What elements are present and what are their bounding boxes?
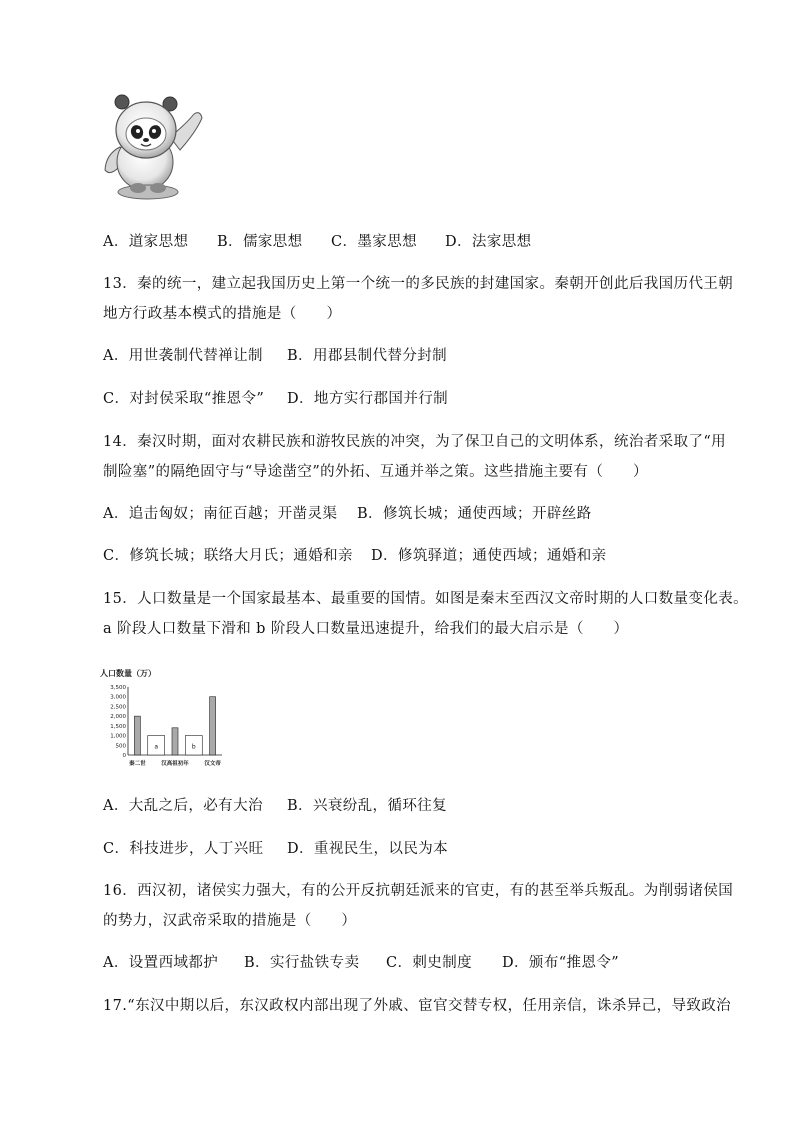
q13-options-row1: [103, 346, 447, 366]
q13-option-b[interactable]: B．用郡县制代替分封制: [287, 348, 448, 364]
q15-stem-line2: a 阶段人口数量下滑和 b 阶段人口数量迅速提升，给我们的最大启示是（ ）: [103, 621, 629, 637]
q16-stem-line2: 的势力，汉武帝采取的措施是（ ）: [103, 913, 357, 929]
chart-bar: [172, 728, 178, 755]
chart-y-tick-label: 1,000: [110, 733, 126, 740]
q13-stem-line1: 13．秦的统一，建立起我国历史上第一个统一的多民族的封建国家。秦朝开创此后我国历代王朝: [103, 276, 734, 292]
q13-options-row2: [103, 389, 448, 409]
chart-y-tick-label: 1,500: [110, 723, 126, 730]
chart-x-category-label: 秦二世: [129, 761, 146, 767]
q16-stem-line1: 16．西汉初，诸侯实力强大，有的公开反抗朝廷派来的官吏，有的甚至举兵叛乱。为削弱诸侯国: [103, 883, 734, 899]
chart-x-category-label: 汉高祖初年: [161, 761, 189, 767]
q12-option-d[interactable]: D．法家思想: [445, 234, 532, 250]
chart-y-tick-label: 0: [122, 753, 126, 759]
q14-option-d[interactable]: D．修筑驿道；通使西域；通婚和亲: [371, 548, 607, 564]
chart-y-tick-label: 2,500: [110, 704, 126, 711]
population-bar-chart: [98, 665, 228, 773]
chart-y-tick-label: 3,000: [110, 694, 126, 701]
q14-options-row2: [103, 546, 607, 566]
chart-x-categories: [128, 759, 221, 767]
q12-options: [103, 232, 532, 252]
q15-option-c[interactable]: C．科技进步，人丁兴旺: [103, 841, 264, 857]
q14-stem-line2: 制险塞”的隔绝固守与“导途凿空”的外拓、互通并举之策。这些措施主要有（ ）: [103, 464, 648, 480]
q12-option-b[interactable]: B．儒家思想: [217, 234, 303, 250]
chart-bar: [134, 716, 140, 755]
chart-y-ticks: [110, 685, 126, 759]
q13-stem-line2: 地方行政基本模式的措施是（ ）: [103, 306, 342, 322]
panda-mascot-image: [100, 92, 210, 202]
chart-ylabel: 人口数量（万）: [100, 669, 156, 678]
chart-bars: [134, 697, 215, 755]
q16-option-a[interactable]: A．设置西域都护: [103, 955, 219, 971]
chart-y-tick-label: 3,500: [110, 685, 126, 691]
q14-option-b[interactable]: B．修筑长城；通使西域；开辟丝路: [357, 506, 592, 522]
q17-stem-line1: 17.“东汉中期以后，东汉政权内部出现了外戚、宦官交替专权，任用亲信，诛杀异己，导致政治: [103, 998, 732, 1014]
chart-y-tick-label: 2,000: [110, 714, 126, 721]
chart-x-category-label: 汉文帝: [204, 761, 221, 767]
q15-option-d[interactable]: D．重视民生，以民为本: [287, 841, 449, 857]
q14-stem-line1: 14．秦汉时期，面对农耕民族和游牧民族的冲突，为了保卫自己的文明体系，统治者采取了“用: [103, 434, 727, 450]
q15-option-b[interactable]: B．兴衰纷乱，循环往复: [287, 798, 448, 814]
q12-option-c[interactable]: C．墨家思想: [331, 234, 417, 250]
chart-stage-label: b: [191, 743, 196, 751]
q13-option-a[interactable]: A．用世袭制代替禅让制: [103, 348, 263, 364]
q15-options-row2: [103, 839, 448, 859]
q14-option-a[interactable]: A．追击匈奴；南征百越；开凿灵渠: [103, 506, 338, 522]
chart-y-tick-label: 500: [115, 743, 126, 750]
chart-bar: [210, 697, 216, 755]
q15-option-a[interactable]: A．大乱之后，必有大治: [103, 798, 263, 814]
q15-options-row1: [103, 796, 447, 816]
q12-option-a[interactable]: A．道家思想: [103, 234, 189, 250]
q16-options: [103, 953, 619, 973]
q13-option-d[interactable]: D．地方实行郡国并行制: [287, 391, 449, 407]
q16-option-d[interactable]: D．颁布“推恩令”: [502, 955, 620, 971]
q13-option-c[interactable]: C．对封侯采取“推恩令”: [103, 391, 265, 407]
q16-option-c[interactable]: C．刺史制度: [386, 955, 472, 971]
q14-option-c[interactable]: C．修筑长城；联络大月氏；通婚和亲: [103, 548, 353, 564]
chart-stage-label: a: [154, 743, 159, 751]
q16-option-b[interactable]: B．实行盐铁专卖: [244, 955, 360, 971]
q15-stem-line1: 15．人口数量是一个国家最基本、最重要的国情。如图是秦末至西汉文帝时期的人口数量变化表。: [103, 591, 749, 607]
q14-options-row1: [103, 504, 592, 524]
